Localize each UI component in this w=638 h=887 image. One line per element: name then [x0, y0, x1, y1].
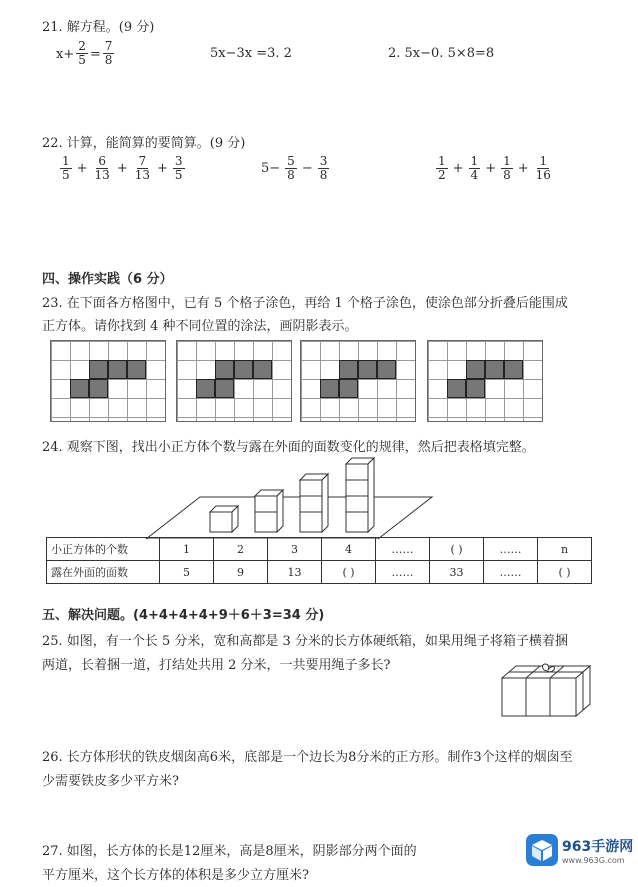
q22-expression-2: 5− $\frac{5}{8}$ − $\frac{3}{8}$	[261, 154, 328, 182]
q22-title: 22. 计算，能简算的要简算。(9 分)	[42, 136, 246, 151]
grid-2	[176, 340, 292, 422]
q22-expression-3: $\frac{1}{2}$ + $\frac{1}{4}$ + $\frac{1}{8}$ + $\frac{1}{16}$	[438, 154, 551, 182]
q27-line-1: 27. 如图，长方体的长是12厘米，高是8厘米，阴影部分两个面的	[42, 844, 417, 859]
grid-3	[300, 340, 416, 422]
grid-4	[427, 340, 543, 422]
q22-expression-1: $\frac{1}{5}$ + $\frac{6}{13}$ + $\frac{7}{13}$ + $\frac{3}{5}$	[62, 154, 183, 182]
q21-equation-3: 2. 5x−0. 5×8=8	[388, 46, 495, 61]
section-4-heading: 四、操作实践（6 分）	[42, 272, 173, 287]
q25-line-1: 25. 如图，有一个长 5 分米，宽和高都是 3 分米的长方体硬纸箱，如果用绳子将箱子横着捆	[42, 634, 568, 649]
eq1-lead: x+	[56, 47, 75, 62]
eq1-equals: =	[89, 47, 101, 62]
q26-line-1: 26. 长方体形状的铁皮烟囱高6米，底部是一个边长为8分米的正方形。制作3个这样的烟囱至	[42, 750, 573, 765]
q23-line-1: 23. 在下面各方格图中，已有 5 个格子涂色，再给 1 个格子涂色，使涂色部分折叠后能围成	[42, 296, 568, 311]
watermark-logo	[522, 830, 634, 874]
section-5-heading: 五、解决问题。(4+4+4+4+9＋6＋3=34 分)	[42, 608, 325, 623]
q25-line-2: 两道，长着捆一道，打结处共用 2 分米，一共要用绳子多长?	[42, 658, 391, 673]
watermark-brand: 963手游网	[562, 839, 634, 855]
eq1-frac-2: $\frac{7}{8}$	[104, 39, 113, 67]
q26-line-2: 少需要铁皮多少平方米?	[42, 774, 179, 789]
table-row: 露在外面的面数 5 9 13 ( ) …… 33 …… ( )	[47, 561, 592, 584]
eq1-frac-1: $\frac{2}{5}$	[78, 39, 86, 67]
q21-equation-1	[56, 40, 116, 67]
q23-line-2: 正方体。请你找到 4 种不同位置的涂法，画阴影表示。	[42, 319, 358, 334]
table-row: 小正方体的个数 1 2 3 4 …… ( ) …… n	[47, 538, 592, 561]
cube-faces-table	[46, 537, 592, 584]
q27-line-2: 平方厘米，这个长方体的体积是多少立方厘米?	[42, 868, 309, 883]
cube-stacks-illustration	[140, 455, 440, 539]
grid-1	[50, 340, 166, 422]
cube-logo-icon	[526, 834, 558, 866]
q24-title: 24. 观察下图，找出小正方体个数与露在外面的面数变化的规律，然后把表格填完整。	[42, 440, 535, 455]
box-with-rope-illustration	[498, 660, 594, 720]
watermark-url: www.963G.com	[562, 856, 625, 865]
q21-title: 21. 解方程。(9 分)	[42, 20, 155, 35]
q21-equation-2: 5x−3x =3. 2	[210, 46, 292, 61]
